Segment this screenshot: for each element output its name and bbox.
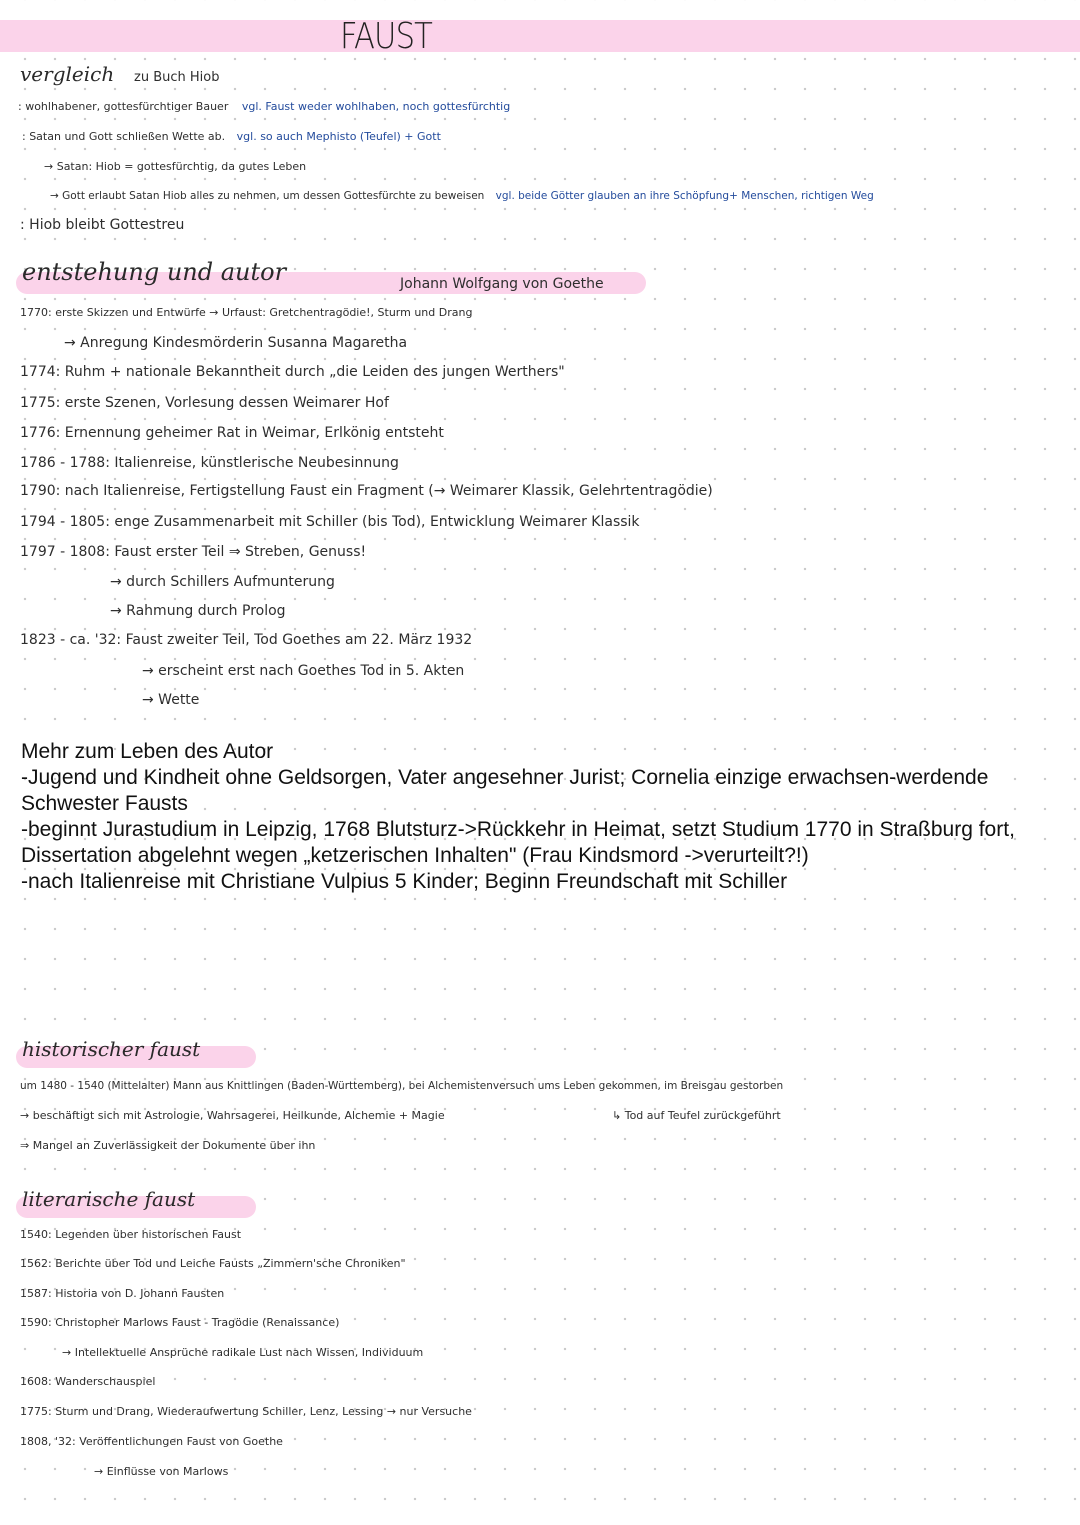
- vergleich-line-note: vgl. beide Götter glauben an ihre Schöpfung+ Menschen, richtigen Weg: [495, 190, 874, 202]
- vergleich-heading-suffix: zu Buch Hiob: [134, 70, 220, 85]
- literarisch-line: → Intellektuelle Ansprüche radikale Lust nach Wissen, Individuum: [62, 1346, 424, 1359]
- entstehung-line: → Wette: [142, 692, 200, 708]
- vergleich-line-text: → Gott erlaubt Satan Hiob alles zu nehmen, um dessen Gottesfürchte zu beweisen: [50, 190, 485, 202]
- entstehung-line: 1797 - 1808: Faust erster Teil ⇒ Streben, Genuss!: [20, 544, 367, 560]
- leben-line: -Jugend und Kindheit ohne Geldsorgen, Vater angesehner Jurist; Cornelia einzige erwachsen-werdende Schwester Fausts: [21, 766, 989, 815]
- vergleich-line-note: vgl. Faust weder wohlhaben, noch gottesfürchtig: [241, 100, 511, 113]
- literarisch-heading: literarische faust: [22, 1187, 196, 1211]
- vergleich-line: [22, 130, 441, 143]
- vergleich-line-text: : Satan und Gott schließen Wette ab.: [22, 130, 226, 143]
- literarisch-line: 1608: Wanderschauspiel: [20, 1375, 156, 1388]
- page-title: FAUST: [340, 16, 432, 57]
- historisch-side-note: ↳ Tod auf Teufel zurückgeführt: [612, 1109, 781, 1122]
- entstehung-heading: entstehung und autor: [22, 258, 287, 286]
- historisch-line: ⇒ Mangel an Zuverlässigkeit der Dokumente über ihn: [20, 1139, 316, 1152]
- leben-line: -nach Italienreise mit Christiane Vulpius 5 Kinder; Beginn Freundschaft mit Schiller: [21, 870, 788, 893]
- vergleich-heading: vergleich: [20, 62, 115, 86]
- entstehung-line: → Rahmung durch Prolog: [110, 603, 286, 619]
- literarisch-line: → Einflüsse von Marlows: [94, 1465, 229, 1478]
- vergleich-line-text: → Satan: Hiob = gottesfürchtig, da gutes Leben: [44, 160, 307, 173]
- entstehung-line: → durch Schillers Aufmunterung: [110, 574, 335, 590]
- literarisch-line: 1540: Legenden über historischen Faust: [20, 1228, 242, 1241]
- vergleich-line: [20, 217, 184, 233]
- entstehung-line: 1776: Ernennung geheimer Rat in Weimar, Erlkönig entsteht: [20, 425, 444, 441]
- author-name: Johann Wolfgang von Goethe: [400, 276, 604, 292]
- literarisch-line: 1562: Berichte über Tod und Leiche Fausts „Zimmern'sche Chroniken": [20, 1257, 406, 1270]
- entstehung-line: 1790: nach Italienreise, Fertigstellung Faust ein Fragment (→ Weimarer Klassik, Gelehrtentragödie): [20, 483, 713, 499]
- literarisch-line: 1587: Historia von D. Johann Fausten: [20, 1287, 225, 1300]
- entstehung-line: 1794 - 1805: enge Zusammenarbeit mit Schiller (bis Tod), Entwicklung Weimarer Klassik: [20, 514, 640, 530]
- entstehung-line: → Anregung Kindesmörderin Susanna Magaretha: [64, 335, 408, 351]
- literarisch-line: 1775: Sturm und Drang, Wiederaufwertung Schiller, Lenz, Lessing → nur Versuche: [20, 1405, 472, 1418]
- entstehung-line: 1774: Ruhm + nationale Bekanntheit durch „die Leiden des jungen Werthers": [20, 364, 565, 380]
- leben-heading: Mehr zum Leben des Autor: [21, 740, 274, 763]
- leben-block: [21, 739, 1061, 895]
- entstehung-line: 1823 - ca. '32: Faust zweiter Teil, Tod Goethes am 22. März 1932: [20, 632, 473, 648]
- historisch-heading: historischer faust: [22, 1037, 201, 1061]
- entstehung-line: → erscheint erst nach Goethes Tod in 5. Akten: [142, 663, 465, 679]
- vergleich-line-note: vgl. so auch Mephisto (Teufel) + Gott: [236, 130, 441, 143]
- vergleich-line-text: : Hiob bleibt Gottestreu: [20, 217, 185, 233]
- historisch-line: um 1480 - 1540 (Mittelalter) Mann aus Knittlingen (Baden-Württemberg), bei Alchemistenversuch ums Leben gekommen, im Breisgau gestorben: [20, 1080, 784, 1092]
- title-band: [0, 20, 1080, 52]
- entstehung-line: 1786 - 1788: Italienreise, künstlerische Neubesinnung: [20, 455, 399, 471]
- vergleich-line-text: : wohlhabener, gottesfürchtiger Bauer: [18, 100, 229, 113]
- entstehung-line: 1770: erste Skizzen und Entwürfe → Urfaust: Gretchentragödie!, Sturm und Drang: [20, 306, 473, 319]
- historisch-line: → beschäftigt sich mit Astrologie, Wahrsagerei, Heilkunde, Alchemie + Magie: [20, 1109, 445, 1122]
- vergleich-line: [50, 190, 874, 202]
- entstehung-line: 1775: erste Szenen, Vorlesung dessen Weimarer Hof: [20, 395, 389, 411]
- vergleich-line: [18, 100, 510, 113]
- literarisch-line: 1590: Christopher Marlows Faust - Tragödie (Renaissance): [20, 1316, 340, 1329]
- leben-line: -beginnt Jurastudium in Leipzig, 1768 Blutsturz->Rückkehr in Heimat, setzt Studium 1770 in Straßburg fort, Dissertation abgelehnt wegen „ketzerischen Inhalten" (Frau Kindsmord ->verurteilt?!): [21, 818, 1015, 867]
- vergleich-line: [44, 160, 306, 173]
- literarisch-line: 1808, '32: Veröffentlichungen Faust von Goethe: [20, 1435, 283, 1448]
